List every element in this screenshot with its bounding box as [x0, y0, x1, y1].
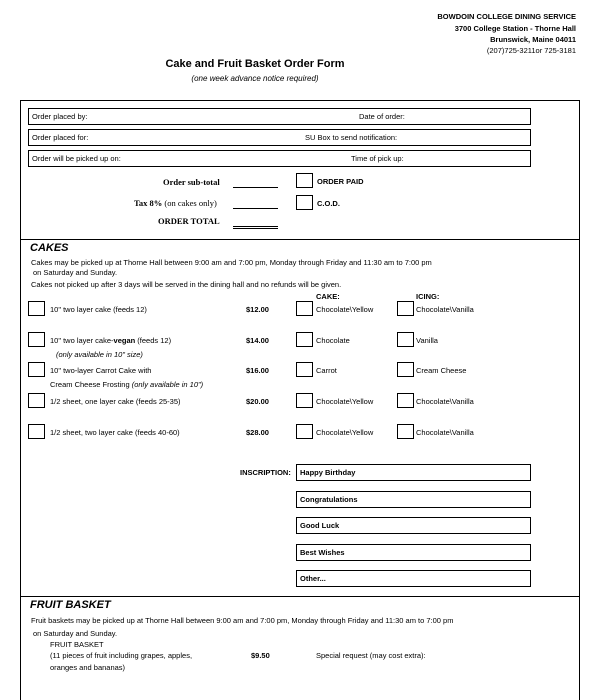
cake-2-price: $14.00 — [246, 336, 269, 345]
cakes-pickup-note-2: on Saturday and Sunday. — [33, 268, 118, 277]
phone-numbers: (207)725-3211or 725-3181 — [486, 46, 576, 55]
su-box-label: SU Box to send notification: — [305, 133, 398, 142]
cake-5-flavor-checkbox[interactable] — [296, 424, 313, 439]
fruit-item-desc-1: (11 pieces of fruit including grapes, apples, — [50, 651, 193, 660]
cake-1-flavor-checkbox[interactable] — [296, 301, 313, 316]
cake-2-name-pre: 10" two layer cake- — [50, 336, 114, 345]
cake-2-name-post: (feeds 12) — [135, 336, 172, 345]
order-line-2[interactable] — [28, 129, 531, 146]
cake-4-checkbox[interactable] — [28, 393, 45, 408]
date-of-order-label: Date of order: — [359, 112, 405, 121]
cake-column-header: CAKE: — [316, 292, 340, 301]
cake-2-note: (only available in 10" size) — [56, 350, 143, 359]
cake-3-name: 10" two-layer Carrot Cake with — [50, 366, 152, 375]
cake-3-frosting: Cream Cheese Frosting — [50, 380, 130, 389]
cake-2-icing-checkbox[interactable] — [397, 332, 414, 347]
order-placed-by-label: Order placed by: — [32, 112, 88, 121]
cake-5-icing: Chocolate\Vanilla — [416, 428, 474, 437]
org-name: BOWDOIN COLLEGE DINING SERVICE — [437, 12, 576, 21]
cake-1-name: 10" two layer cake (feeds 12) — [50, 305, 147, 314]
order-line-3[interactable] — [28, 150, 531, 167]
order-total-label: ORDER TOTAL — [158, 216, 220, 226]
cake-2-checkbox[interactable] — [28, 332, 45, 347]
cake-2-name-vegan: vegan — [113, 336, 136, 345]
order-paid-checkbox[interactable] — [296, 173, 313, 188]
cake-3-name-line2 — [50, 380, 203, 389]
cakes-pickup-note: Cakes may be picked up at Thorne Hall between 9:00 am and 7:00 pm, Monday through Friday and 11:30 am to 7:00 pm — [31, 258, 432, 267]
fruit-item-desc-2: oranges and bananas) — [50, 663, 126, 672]
tax-line[interactable] — [233, 208, 278, 209]
order-total-line[interactable] — [233, 226, 278, 229]
cake-3-price: $16.00 — [246, 366, 269, 375]
tax-label — [134, 198, 217, 208]
cake-5-icing-checkbox[interactable] — [397, 424, 414, 439]
inscription-option-label: Happy Birthday — [300, 468, 356, 477]
cake-1-icing-checkbox[interactable] — [397, 301, 414, 316]
cake-2-name — [50, 336, 171, 345]
subtotal-label: Order sub-total — [163, 177, 220, 187]
cake-5-name: 1/2 sheet, two layer cake (feeds 40-60) — [50, 428, 180, 437]
cake-3-icing-checkbox[interactable] — [397, 362, 414, 377]
cake-5-checkbox[interactable] — [28, 424, 45, 439]
inscription-good-luck[interactable] — [296, 517, 531, 534]
cakes-refund-note: Cakes not picked up after 3 days will be served in the dining hall and no refunds will be given. — [31, 280, 342, 289]
inscription-option-label: Best Wishes — [300, 548, 345, 557]
inscription-other[interactable] — [296, 570, 531, 587]
cake-3-icing: Cream Cheese — [416, 366, 467, 375]
cake-5-price: $28.00 — [246, 428, 269, 437]
icing-column-header: ICING: — [416, 292, 440, 301]
page-title: Cake and Fruit Basket Order Form — [165, 58, 345, 70]
cod-checkbox[interactable] — [296, 195, 313, 210]
section-divider — [20, 596, 580, 597]
cake-4-name: 1/2 sheet, one layer cake (feeds 25-35) — [50, 397, 181, 406]
inscription-congratulations[interactable] — [296, 491, 531, 508]
cake-4-flavor: Chocolate\Yellow — [316, 397, 374, 406]
cake-4-price: $20.00 — [246, 397, 269, 406]
inscription-label: INSCRIPTION: — [240, 468, 291, 477]
cake-1-flavor: Chocolate\Yellow — [316, 305, 374, 314]
cake-3-note: (only available in 10") — [131, 380, 204, 389]
inscription-option-label: Good Luck — [300, 521, 340, 530]
fruit-price: $9.50 — [251, 651, 270, 660]
special-request-label: Special request (may cost extra): — [316, 651, 426, 660]
cake-1-icing: Chocolate\Vanilla — [416, 305, 474, 314]
cake-3-checkbox[interactable] — [28, 362, 45, 377]
cake-2-icing: Vanilla — [416, 336, 438, 345]
cake-4-icing-checkbox[interactable] — [397, 393, 414, 408]
order-placed-for-label: Order placed for: — [32, 133, 89, 142]
order-line-1[interactable] — [28, 108, 531, 125]
cake-3-flavor-checkbox[interactable] — [296, 362, 313, 377]
cake-4-icing: Chocolate\Vanilla — [416, 397, 474, 406]
cake-2-flavor: Chocolate — [316, 336, 350, 345]
page-subtitle: (one week advance notice required) — [191, 74, 319, 83]
pickup-time-label: Time of pick up: — [351, 154, 404, 163]
fruit-item-name: FRUIT BASKET — [50, 640, 104, 649]
cod-label: C.O.D. — [317, 199, 340, 208]
tax-rate: Tax 8% — [134, 198, 163, 208]
pickup-date-label: Order will be picked up on: — [32, 154, 121, 163]
cake-5-flavor: Chocolate\Yellow — [316, 428, 374, 437]
cakes-heading: CAKES — [30, 242, 69, 254]
inscription-happy-birthday[interactable] — [296, 464, 531, 481]
fruit-pickup-note: Fruit baskets may be picked up at Thorne Hall between 9:00 am and 7:00 pm, Monday through Friday and 11:30 am to 7:00 pm — [31, 616, 454, 625]
address-line-2: Brunswick, Maine 04011 — [490, 35, 576, 44]
address-line-1: 3700 College Station - Thorne Hall — [454, 24, 576, 33]
cake-2-flavor-checkbox[interactable] — [296, 332, 313, 347]
cake-1-price: $12.00 — [246, 305, 269, 314]
tax-note: (on cakes only) — [164, 198, 217, 208]
inscription-option-label: Congratulations — [300, 495, 358, 504]
cake-4-flavor-checkbox[interactable] — [296, 393, 313, 408]
cake-3-flavor: Carrot — [316, 366, 337, 375]
inscription-best-wishes[interactable] — [296, 544, 531, 561]
inscription-option-label: Other... — [300, 574, 326, 583]
order-paid-label: ORDER PAID — [317, 177, 364, 186]
section-divider — [20, 239, 580, 240]
cake-1-checkbox[interactable] — [28, 301, 45, 316]
subtotal-line[interactable] — [233, 187, 278, 188]
fruit-pickup-note-2: on Saturday and Sunday. — [33, 629, 118, 638]
fruit-heading: FRUIT BASKET — [30, 599, 111, 611]
